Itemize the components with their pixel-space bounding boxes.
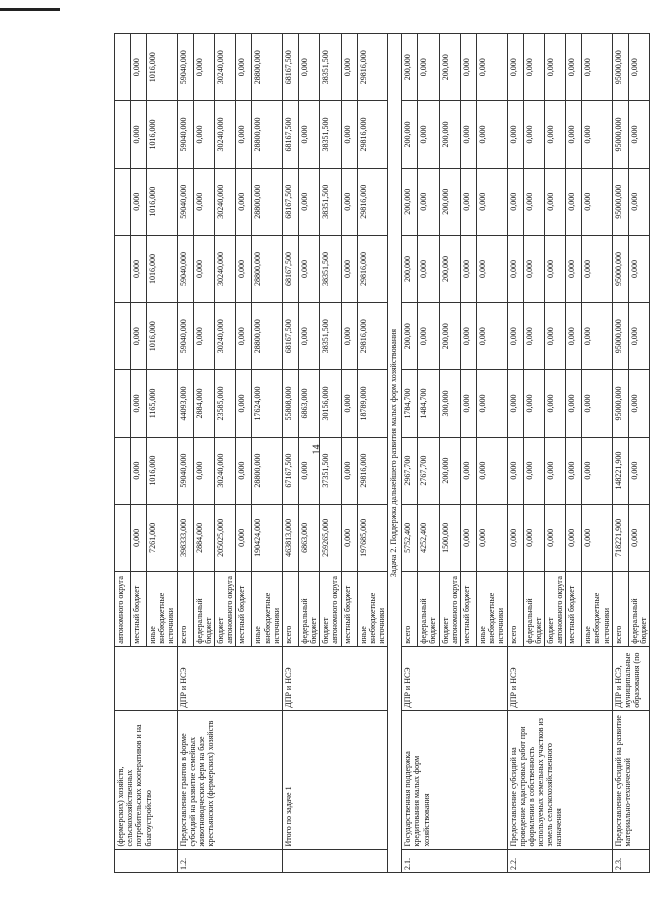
amount-cell: 44093,000 xyxy=(177,370,193,437)
amount-cell: 1016,000 xyxy=(147,235,178,302)
amount-cell: 30240,000 xyxy=(214,303,235,370)
amount-cell: 0,000 xyxy=(544,34,565,101)
amount-cell: 0,000 xyxy=(523,370,544,437)
amount-cell: 95000,000 xyxy=(612,34,628,101)
amount-cell: 4252,400 xyxy=(418,504,439,571)
amount-cell: 0,000 xyxy=(476,235,507,302)
amount-cell: 0,000 xyxy=(341,101,357,168)
amount-cell: 1016,000 xyxy=(147,437,178,504)
row-number: 2.3. xyxy=(612,849,649,872)
amount-cell: 0,000 xyxy=(476,437,507,504)
amount-cell: 0,000 xyxy=(507,303,523,370)
amount-cell: 6863,000 xyxy=(298,370,319,437)
amount-cell: 1016,000 xyxy=(147,168,178,235)
funding-source: местный бюджет xyxy=(566,572,582,647)
amount-cell: 200,000 xyxy=(402,303,418,370)
amount-cell: 0,000 xyxy=(507,101,523,168)
amount-cell: 190424,000 xyxy=(252,504,283,571)
amount-cell: 28800,000 xyxy=(252,303,283,370)
amount-cell: 7261,000 xyxy=(147,504,178,571)
amount-cell: 0,000 xyxy=(476,168,507,235)
funding-source: иные внебюджетные источники xyxy=(252,572,283,647)
amount-cell: 0,000 xyxy=(582,101,613,168)
funding-source: федеральный бюджет xyxy=(523,572,544,647)
amount-cell: 68167,500 xyxy=(282,34,298,101)
amount-cell: 30240,000 xyxy=(214,437,235,504)
amount-cell: 1165,000 xyxy=(147,370,178,437)
amount-cell: 148221,900 xyxy=(612,437,628,504)
amount-cell: 0,000 xyxy=(418,235,439,302)
amount-cell xyxy=(115,504,131,571)
funding-source: иные внебюджетные источники xyxy=(476,572,507,647)
amount-cell: 1016,000 xyxy=(147,34,178,101)
amount-cell: 0,000 xyxy=(544,504,565,571)
table-row xyxy=(612,34,628,873)
amount-cell: 67167,500 xyxy=(282,437,298,504)
amount-cell: 0,000 xyxy=(523,303,544,370)
funding-source: всего xyxy=(282,572,298,647)
table-row xyxy=(507,34,523,873)
amount-cell: 0,000 xyxy=(582,34,613,101)
amount-cell: 1016,000 xyxy=(147,101,178,168)
amount-cell: 59040,000 xyxy=(177,235,193,302)
amount-cell: 0,000 xyxy=(341,303,357,370)
amount-cell: 38351,500 xyxy=(320,34,341,101)
amount-cell: 0,000 xyxy=(236,303,252,370)
task2-rows xyxy=(402,34,650,873)
row-number xyxy=(282,849,387,872)
amount-cell: 0,000 xyxy=(566,370,582,437)
table-row xyxy=(402,34,418,873)
amount-cell: 0,000 xyxy=(544,370,565,437)
amount-cell: 0,000 xyxy=(628,437,649,504)
amount-cell: 28800,000 xyxy=(252,34,283,101)
amount-cell: 1016,000 xyxy=(147,303,178,370)
funding-source: всего xyxy=(507,572,523,647)
amount-cell: 2767,700 xyxy=(418,437,439,504)
amount-cell: 55808,000 xyxy=(282,370,298,437)
amount-cell: 200,000 xyxy=(439,437,460,504)
amount-cell: 0,000 xyxy=(236,437,252,504)
amount-cell: 197685,000 xyxy=(357,504,388,571)
amount-cell: 0,000 xyxy=(236,101,252,168)
funding-source: автономного округа xyxy=(115,572,131,647)
amount-cell: 0,000 xyxy=(460,504,476,571)
row-name: Итого по задаче 1 xyxy=(282,710,387,849)
row-number: 2.2. xyxy=(507,849,612,872)
amount-cell: 0,000 xyxy=(523,437,544,504)
amount-cell: 200,000 xyxy=(439,168,460,235)
amount-cell: 200,000 xyxy=(439,101,460,168)
amount-cell: 0,000 xyxy=(460,370,476,437)
amount-cell: 0,000 xyxy=(566,437,582,504)
amount-cell: 0,000 xyxy=(628,504,649,571)
amount-cell: 0,000 xyxy=(193,235,214,302)
amount-cell: 29816,000 xyxy=(357,168,388,235)
amount-cell: 38351,500 xyxy=(320,101,341,168)
funding-source: федеральный бюджет xyxy=(193,572,214,647)
amount-cell: 28800,000 xyxy=(252,101,283,168)
funding-source: иные внебюджетные источники xyxy=(582,572,613,647)
amount-cell: 0,000 xyxy=(298,437,319,504)
amount-cell: 0,000 xyxy=(476,370,507,437)
table-row xyxy=(177,34,193,873)
amount-cell: 0,000 xyxy=(298,303,319,370)
amount-cell: 0,000 xyxy=(460,437,476,504)
amount-cell: 0,000 xyxy=(131,235,147,302)
amount-cell: 0,000 xyxy=(628,34,649,101)
amount-cell: 0,000 xyxy=(507,370,523,437)
row-number: 2.1. xyxy=(402,849,507,872)
amount-cell: 0,000 xyxy=(544,303,565,370)
amount-cell: 463813,000 xyxy=(282,504,298,571)
amount-cell: 1484,700 xyxy=(418,370,439,437)
amount-cell: 0,000 xyxy=(460,168,476,235)
amount-cell: 95000,000 xyxy=(612,303,628,370)
amount-cell: 0,000 xyxy=(544,168,565,235)
amount-cell: 0,000 xyxy=(628,168,649,235)
funding-source: иные внебюджетные источники xyxy=(147,572,178,647)
amount-cell: 0,000 xyxy=(341,437,357,504)
amount-cell: 0,000 xyxy=(523,504,544,571)
amount-cell: 29816,000 xyxy=(357,34,388,101)
amount-cell: 200,000 xyxy=(439,34,460,101)
amount-cell: 2884,000 xyxy=(193,504,214,571)
amount-cell xyxy=(115,437,131,504)
amount-cell: 30156,000 xyxy=(320,370,341,437)
amount-cell: 0,000 xyxy=(298,168,319,235)
amount-cell: 0,000 xyxy=(418,303,439,370)
amount-cell: 0,000 xyxy=(131,504,147,571)
amount-cell: 0,000 xyxy=(582,168,613,235)
table-row xyxy=(115,34,131,873)
amount-cell: 0,000 xyxy=(193,101,214,168)
amount-cell: 29816,000 xyxy=(357,235,388,302)
amount-cell xyxy=(115,370,131,437)
amount-cell: 29816,000 xyxy=(357,101,388,168)
amount-cell: 18789,000 xyxy=(357,370,388,437)
amount-cell: 0,000 xyxy=(582,437,613,504)
amount-cell: 0,000 xyxy=(566,101,582,168)
amount-cell: 0,000 xyxy=(460,235,476,302)
amount-cell: 17624,000 xyxy=(252,370,283,437)
task1-rows xyxy=(115,34,388,873)
budget-table xyxy=(114,33,650,873)
amount-cell: 0,000 xyxy=(566,235,582,302)
amount-cell: 0,000 xyxy=(193,168,214,235)
amount-cell: 6863,000 xyxy=(298,504,319,571)
funding-source: бюджет автономного округа xyxy=(544,572,565,647)
amount-cell: 95000,000 xyxy=(612,370,628,437)
funding-source: всего xyxy=(612,572,628,647)
amount-cell: 37351,500 xyxy=(320,437,341,504)
amount-cell: 0,000 xyxy=(236,168,252,235)
amount-cell: 0,000 xyxy=(566,34,582,101)
amount-cell: 200,000 xyxy=(439,303,460,370)
amount-cell: 0,000 xyxy=(476,101,507,168)
funding-source: бюджет автономного округа xyxy=(214,572,235,647)
amount-cell: 0,000 xyxy=(523,168,544,235)
amount-cell: 259265,000 xyxy=(320,504,341,571)
amount-cell: 200,000 xyxy=(402,101,418,168)
amount-cell: 0,000 xyxy=(523,101,544,168)
row-name: Государственная поддержка кредитования малых форм хозяйствования xyxy=(402,710,507,849)
row-name: Предоставление субсидий на развитие материально-технической xyxy=(612,710,649,849)
funding-source: федеральный бюджет xyxy=(418,572,439,647)
amount-cell: 0,000 xyxy=(341,168,357,235)
amount-cell: 28800,000 xyxy=(252,168,283,235)
amount-cell: 0,000 xyxy=(418,101,439,168)
amount-cell: 1500,000 xyxy=(439,504,460,571)
amount-cell: 0,000 xyxy=(341,34,357,101)
amount-cell: 0,000 xyxy=(193,34,214,101)
amount-cell: 0,000 xyxy=(507,34,523,101)
amount-cell: 200,000 xyxy=(439,235,460,302)
funding-source: местный бюджет xyxy=(460,572,476,647)
funding-source: местный бюджет xyxy=(341,572,357,647)
amount-cell xyxy=(115,34,131,101)
amount-cell: 1784,700 xyxy=(402,370,418,437)
amount-cell: 0,000 xyxy=(582,504,613,571)
row-responsible: ДПР и НСЭ xyxy=(402,646,507,710)
funding-source: всего xyxy=(402,572,418,647)
amount-cell: 0,000 xyxy=(131,437,147,504)
amount-cell: 95000,000 xyxy=(612,101,628,168)
amount-cell: 0,000 xyxy=(298,34,319,101)
amount-cell: 0,000 xyxy=(236,34,252,101)
amount-cell: 0,000 xyxy=(628,235,649,302)
amount-cell: 0,000 xyxy=(476,504,507,571)
row-responsible: ДПР и НСЭ xyxy=(282,646,387,710)
amount-cell: 200,000 xyxy=(402,235,418,302)
amount-cell: 2967,700 xyxy=(402,437,418,504)
amount-cell: 59040,000 xyxy=(177,168,193,235)
amount-cell: 0,000 xyxy=(418,168,439,235)
amount-cell: 0,000 xyxy=(523,34,544,101)
funding-source: бюджет автономного округа xyxy=(439,572,460,647)
amount-cell: 0,000 xyxy=(341,504,357,571)
row-name: Предоставление грантов в форме субсидий на развитие семейных животноводческих ферм на базе крестьянских (фермерских) хозяйств xyxy=(177,710,282,849)
amount-cell: 0,000 xyxy=(418,34,439,101)
amount-cell: 29816,000 xyxy=(357,303,388,370)
amount-cell: 0,000 xyxy=(507,504,523,571)
amount-cell: 0,000 xyxy=(460,101,476,168)
page-number: 14 xyxy=(311,444,323,455)
amount-cell: 0,000 xyxy=(131,34,147,101)
amount-cell: 68167,500 xyxy=(282,235,298,302)
row-responsible: ДПР и НСЭ xyxy=(507,646,612,710)
row-responsible: ДПР и НСЭ xyxy=(177,646,282,710)
amount-cell: 28800,000 xyxy=(252,437,283,504)
amount-cell: 2884,000 xyxy=(193,370,214,437)
amount-cell: 0,000 xyxy=(566,504,582,571)
amount-cell: 205025,000 xyxy=(214,504,235,571)
amount-cell xyxy=(115,168,131,235)
amount-cell: 0,000 xyxy=(460,303,476,370)
task2-title: Задача 2. Поддержка дальнейшего развития малых форм хозяйствования xyxy=(388,34,402,873)
amount-cell: 0,000 xyxy=(566,168,582,235)
amount-cell: 0,000 xyxy=(236,235,252,302)
amount-cell: 718221,900 xyxy=(612,504,628,571)
amount-cell: 0,000 xyxy=(131,101,147,168)
amount-cell: 0,000 xyxy=(628,101,649,168)
amount-cell: 0,000 xyxy=(298,101,319,168)
amount-cell: 0,000 xyxy=(298,235,319,302)
amount-cell: 29816,000 xyxy=(357,437,388,504)
funding-source: всего xyxy=(177,572,193,647)
amount-cell: 0,000 xyxy=(544,101,565,168)
amount-cell: 28800,000 xyxy=(252,235,283,302)
amount-cell: 0,000 xyxy=(341,235,357,302)
task2-header xyxy=(388,34,402,873)
amount-cell: 0,000 xyxy=(131,303,147,370)
table-row xyxy=(282,34,298,873)
amount-cell: 0,000 xyxy=(476,303,507,370)
amount-cell: 0,000 xyxy=(628,303,649,370)
amount-cell: 23585,000 xyxy=(214,370,235,437)
amount-cell xyxy=(115,303,131,370)
amount-cell: 0,000 xyxy=(507,168,523,235)
amount-cell: 68167,500 xyxy=(282,303,298,370)
row-name: (фермерских) хозяйств, сельскохозяйственных потребительских кооперативов и на благоустройство xyxy=(115,710,178,849)
amount-cell: 38351,500 xyxy=(320,303,341,370)
amount-cell: 200,000 xyxy=(402,34,418,101)
row-responsible: ДПР и НСЭ, муниципальные образования (по xyxy=(612,646,649,710)
amount-cell: 5752,400 xyxy=(402,504,418,571)
amount-cell: 68167,500 xyxy=(282,168,298,235)
funding-source: местный бюджет xyxy=(131,572,147,647)
amount-cell: 0,000 xyxy=(523,235,544,302)
amount-cell: 0,000 xyxy=(236,370,252,437)
row-responsible xyxy=(115,646,178,710)
amount-cell: 38351,500 xyxy=(320,235,341,302)
rotated-table-sheet xyxy=(114,33,648,873)
amount-cell: 0,000 xyxy=(460,34,476,101)
amount-cell: 200,000 xyxy=(402,168,418,235)
amount-cell: 0,000 xyxy=(566,303,582,370)
amount-cell: 0,000 xyxy=(544,235,565,302)
amount-cell: 95000,000 xyxy=(612,168,628,235)
funding-source: иные внебюджетные источники xyxy=(357,572,388,647)
amount-cell: 59040,000 xyxy=(177,303,193,370)
amount-cell: 30240,000 xyxy=(214,34,235,101)
funding-source: местный бюджет xyxy=(236,572,252,647)
amount-cell: 30240,000 xyxy=(214,235,235,302)
row-number: 1.2. xyxy=(177,849,282,872)
funding-source: бюджет автономного округа xyxy=(320,572,341,647)
amount-cell: 30240,000 xyxy=(214,168,235,235)
amount-cell: 0,000 xyxy=(236,504,252,571)
amount-cell: 68167,500 xyxy=(282,101,298,168)
amount-cell: 0,000 xyxy=(341,370,357,437)
scan-edge-mark xyxy=(0,8,60,11)
amount-cell: 0,000 xyxy=(628,370,649,437)
amount-cell xyxy=(115,101,131,168)
amount-cell: 0,000 xyxy=(544,437,565,504)
funding-source: федеральный бюджет xyxy=(298,572,319,647)
amount-cell: 0,000 xyxy=(507,235,523,302)
amount-cell: 95000,000 xyxy=(612,235,628,302)
amount-cell xyxy=(115,235,131,302)
amount-cell: 0,000 xyxy=(476,34,507,101)
amount-cell: 30240,000 xyxy=(214,101,235,168)
amount-cell: 398333,000 xyxy=(177,504,193,571)
row-name: Предоставление субсидий на проведение кадастровых работ при оформлении в собственность используемых земельных участков из земель сельскохозяйственного назначения xyxy=(507,710,612,849)
amount-cell: 0,000 xyxy=(193,437,214,504)
funding-source: федеральный бюджет xyxy=(628,572,649,647)
amount-cell: 38351,500 xyxy=(320,168,341,235)
amount-cell: 59040,000 xyxy=(177,101,193,168)
amount-cell: 0,000 xyxy=(507,437,523,504)
amount-cell: 0,000 xyxy=(193,303,214,370)
amount-cell: 300,000 xyxy=(439,370,460,437)
amount-cell: 59040,000 xyxy=(177,437,193,504)
row-number xyxy=(115,849,178,872)
amount-cell: 59040,000 xyxy=(177,34,193,101)
amount-cell: 0,000 xyxy=(582,303,613,370)
amount-cell: 0,000 xyxy=(131,168,147,235)
amount-cell: 0,000 xyxy=(582,235,613,302)
amount-cell: 0,000 xyxy=(131,370,147,437)
amount-cell: 0,000 xyxy=(582,370,613,437)
